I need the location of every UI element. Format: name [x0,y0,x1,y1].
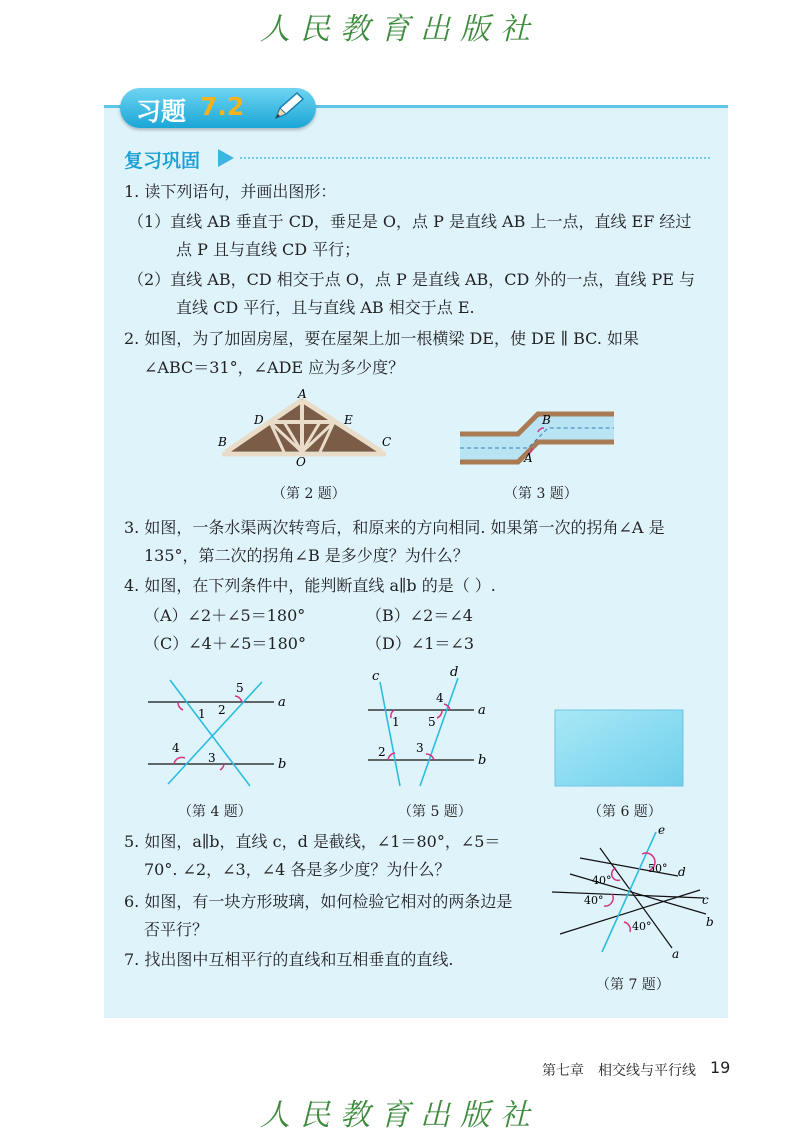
p5-line2: 70°. ∠2，∠3，∠4 各是多少度？为什么？ [144,860,451,879]
fig4-label-4: 4 [172,741,180,755]
p3-line1: 3. 如图，一条水渠两次转弯后，和原来的方向相同. 如果第一次的拐角∠A 是 [124,518,665,537]
p4-option-b: （B）∠2＝∠4 [366,606,473,625]
publisher-watermark-top: 人民教育出版社 [260,12,540,47]
fig4-label-1: 1 [198,707,206,721]
fig3-label-B: B [542,413,551,427]
fig4-label-b: b [278,757,287,772]
fig5-label-d: d [450,665,459,680]
figure-3-caption: （第 3 题） [504,486,578,502]
p4-option-c: （C）∠4＋∠5＝180° [144,634,306,653]
p7-line1: 7. 找出图中互相平行的直线和互相垂直的直线. [124,950,454,969]
figure-6-caption: （第 6 题） [588,804,662,820]
p5-line1: 5. 如图，a∥b，直线 c，d 是截线，∠1＝80°，∠5＝ [124,832,501,851]
exercise-number: 7.2 [200,92,245,121]
p1-stem: 1. 读下列语句，并画出图形： [124,182,337,201]
figure-4-diagram [142,672,292,790]
figure-2-roof-truss [214,386,404,470]
exercise-title: 习题 [136,97,187,126]
fig5-label-2: 2 [378,745,386,759]
p4-stem: 4. 如图，在下列条件中，能判断直线 a∥b 的是（ ）. [124,576,496,595]
p6-line2: 否平行？ [144,920,209,939]
figure-6-glass [554,709,686,789]
figure-3-canal [456,404,618,476]
fig7-label-e: e [658,824,666,837]
fig2-label-D: D [254,413,264,427]
fig2-label-O: O [296,455,306,469]
fig7-angle-40-lower: 40° [632,920,652,933]
section-title: 复习巩固 [124,150,201,172]
section-dotted-rule [240,157,710,159]
figure-7-caption: （第 7 题） [596,977,670,993]
p1-part1-line2: 点 P 且与直线 CD 平行； [176,240,361,259]
fig2-label-C: C [382,435,392,449]
fig7-angle-50: 50° [648,862,668,875]
fig5-label-3: 3 [416,741,424,755]
p1-part2-line1: （2）直线 AB，CD 相交于点 O，点 P 是直线 AB，CD 外的一点，直线 PE 与 [128,270,696,289]
figure-5-diagram [362,664,496,790]
publisher-watermark-bottom: 人民教育出版社 [260,1098,540,1133]
fig2-label-E: E [344,413,353,427]
fig7-angle-40-upper: 40° [592,874,612,887]
p1-part2-line2: 直线 CD 平行，且与直线 AB 相交于点 E. [176,298,475,317]
fig3-label-A: A [524,451,533,465]
fig5-label-1: 1 [392,715,400,729]
fig4-label-3: 3 [208,751,216,765]
p1-part1-line1: （1）直线 AB 垂直于 CD，垂足是 O，点 P 是直线 AB 上一点，直线 EF 经过 [128,212,692,231]
figure-2-caption: （第 2 题） [272,486,346,502]
figure-5-caption: （第 5 题） [398,804,472,820]
p4-option-d: （D）∠1＝∠3 [366,634,475,653]
figure-4-caption: （第 4 题） [178,804,252,820]
chapter-footer: 第七章 相交线与平行线 [542,1063,696,1079]
p6-line1: 6. 如图，有一块方形玻璃，如何检验它相对的两条边是 [124,892,513,911]
fig2-label-B: B [218,435,227,449]
p2-line2: ∠ABC＝31°，∠ADE 应为多少度？ [144,358,405,377]
fig4-label-2: 2 [218,703,226,717]
fig7-angle-40-middle: 40° [584,894,604,907]
section-arrow-icon [218,149,234,167]
fig5-label-4: 4 [436,691,444,705]
p4-option-a: （A）∠2＋∠5＝180° [144,606,306,625]
p2-line1: 2. 如图，为了加固房屋，要在屋架上加一根横梁 DE，使 DE ∥ BC. 如果 [124,329,640,348]
fig5-label-a: a [478,703,486,718]
fig4-label-a: a [278,695,286,710]
fig7-label-c: c [702,893,709,907]
pencil-icon [270,90,306,124]
fig4-label-5: 5 [236,681,244,695]
p3-line2: 135°，第二次的拐角∠B 是多少度？为什么？ [144,546,469,565]
fig7-label-d: d [678,865,686,879]
figure-7-diagram [546,824,722,964]
fig5-label-b: b [478,753,487,768]
fig2-label-A: A [298,387,307,401]
fig5-label-5: 5 [428,715,436,729]
fig7-label-a: a [672,947,680,961]
exercise-header [120,88,316,128]
page-number: 19 [710,1058,731,1077]
fig5-label-c: c [372,669,380,684]
fig7-label-b: b [706,915,714,929]
